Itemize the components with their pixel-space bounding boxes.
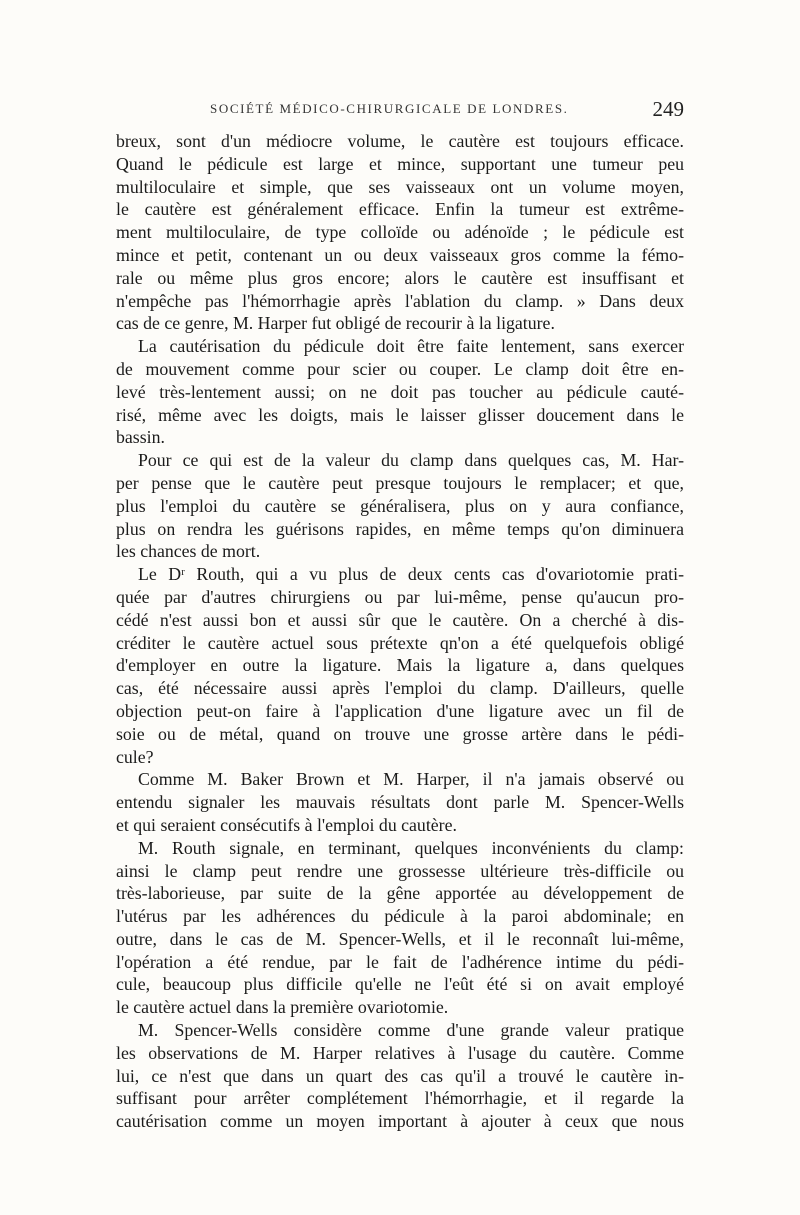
text-line: outre, dans le cas de M. Spencer-Wells, et il le reconnaît lui-même, <box>116 928 684 949</box>
running-head <box>116 97 684 125</box>
text-line: cule, beaucoup plus difficile qu'elle ne l'eût été si on avait employé <box>116 974 684 995</box>
text-line: le cautère est généralement efficace. Enfin la tumeur est extrême- <box>116 199 684 220</box>
text-line: multiloculaire et simple, que ses vaisseaux ont un volume moyen, <box>116 176 684 197</box>
text-line: cule? <box>116 746 154 767</box>
text-line: cautérisation comme un moyen important à ajouter à ceux que nous <box>116 1111 684 1132</box>
text-line: n'empêche pas l'hémorrhagie après l'ablation du clamp. » Dans deux <box>116 290 684 311</box>
text-line: La cautérisation du pédicule doit être faite lentement, sans exercer <box>138 336 684 357</box>
text-line: plus l'emploi du cautère se généralisera, plus on y aura confiance, <box>116 495 684 516</box>
text-line: l'utérus par les adhérences du pédicule à la paroi abdominale; en <box>116 906 684 927</box>
text-line: Le Dʳ Routh, qui a vu plus de deux cents cas d'ovariotomie prati- <box>138 564 684 585</box>
text-line: le cautère actuel dans la première ovariotomie. <box>116 997 449 1018</box>
text-line: ainsi le clamp peut rendre une grossesse ultérieure très-difficile ou <box>116 860 684 881</box>
text-line: bassin. <box>116 427 165 448</box>
text-line: entendu signaler les mauvais résultats dont parle M. Spencer-Wells <box>116 792 684 813</box>
text-line: lui, ce n'est que dans un quart des cas qu'il a trouvé le cautère in- <box>116 1065 684 1086</box>
text-line: cas de ce genre, M. Harper fut obligé de recourir à la ligature. <box>116 313 555 334</box>
page-number: 249 <box>652 97 684 121</box>
text-line: très-laborieuse, par suite de la gêne apportée au développement de <box>116 883 684 904</box>
text-line: quée par d'autres chirurgiens ou par lui-même, pense qu'aucun pro- <box>116 586 684 607</box>
text-line: suffisant pour arrêter complétement l'hémorrhagie, et il regarde la <box>116 1088 684 1109</box>
text-line: cas, été nécessaire aussi après l'emploi du clamp. D'ailleurs, quelle <box>116 678 684 699</box>
text-line: d'employer en outre la ligature. Mais la ligature a, dans quelques <box>116 655 684 676</box>
body-text <box>116 130 684 1133</box>
text-line: mince et petit, contenant un ou deux vaisseaux gros comme la fémo- <box>116 244 684 265</box>
text-line: ment multiloculaire, de type colloïde ou adénoïde ; le pédicule est <box>116 222 684 243</box>
text-line: de mouvement comme pour scier ou couper. Le clamp doit être en- <box>116 358 684 379</box>
text-line: créditer le cautère actuel sous prétexte qn'on a été quelquefois obligé <box>116 632 684 653</box>
text-line: Comme M. Baker Brown et M. Harper, il n'a jamais observé ou <box>138 769 684 790</box>
text-line: Quand le pédicule est large et mince, supportant une tumeur peu <box>116 153 684 174</box>
text-line: breux, sont d'un médiocre volume, le cautère est toujours efficace. <box>116 131 684 151</box>
text-line: soie ou de métal, quand on trouve une grosse artère dans le pédi- <box>116 723 684 744</box>
text-line: M. Spencer-Wells considère comme d'une grande valeur pratique <box>138 1020 684 1041</box>
text-line: cédé n'est aussi bon et aussi sûr que le cautère. On a cherché à dis- <box>116 609 684 630</box>
text-line: les chances de mort. <box>116 541 261 562</box>
text-line: objection peut-on faire à l'application d'une ligature avec un fil de <box>116 700 684 721</box>
text-line: M. Routh signale, en terminant, quelques inconvénients du clamp: <box>138 837 684 858</box>
text-line: rale ou même plus gros encore; alors le cautère est insuffisant et <box>116 267 684 288</box>
text-line: l'opération a été rendue, par le fait de l'adhérence intime du pédi- <box>116 951 684 972</box>
text-line: risé, même avec les doigts, mais le laisser glisser doucement dans le <box>116 404 684 425</box>
text-line: per pense que le cautère peut presque toujours le remplacer; et que, <box>116 472 684 493</box>
running-title: SOCIÉTÉ MÉDICO-CHIRURGICALE DE LONDRES. <box>210 101 569 116</box>
text-line: Pour ce qui est de la valeur du clamp dans quelques cas, M. Har- <box>138 450 684 471</box>
text-line: plus on rendra les guérisons rapides, en même temps qu'on diminuera <box>116 518 684 539</box>
text-line: les observations de M. Harper relatives à l'usage du cautère. Comme <box>116 1042 684 1063</box>
text-line: et qui seraient consécutifs à l'emploi du cautère. <box>116 814 457 835</box>
text-line: levé très-lentement aussi; on ne doit pas toucher au pédicule cauté- <box>116 381 684 402</box>
